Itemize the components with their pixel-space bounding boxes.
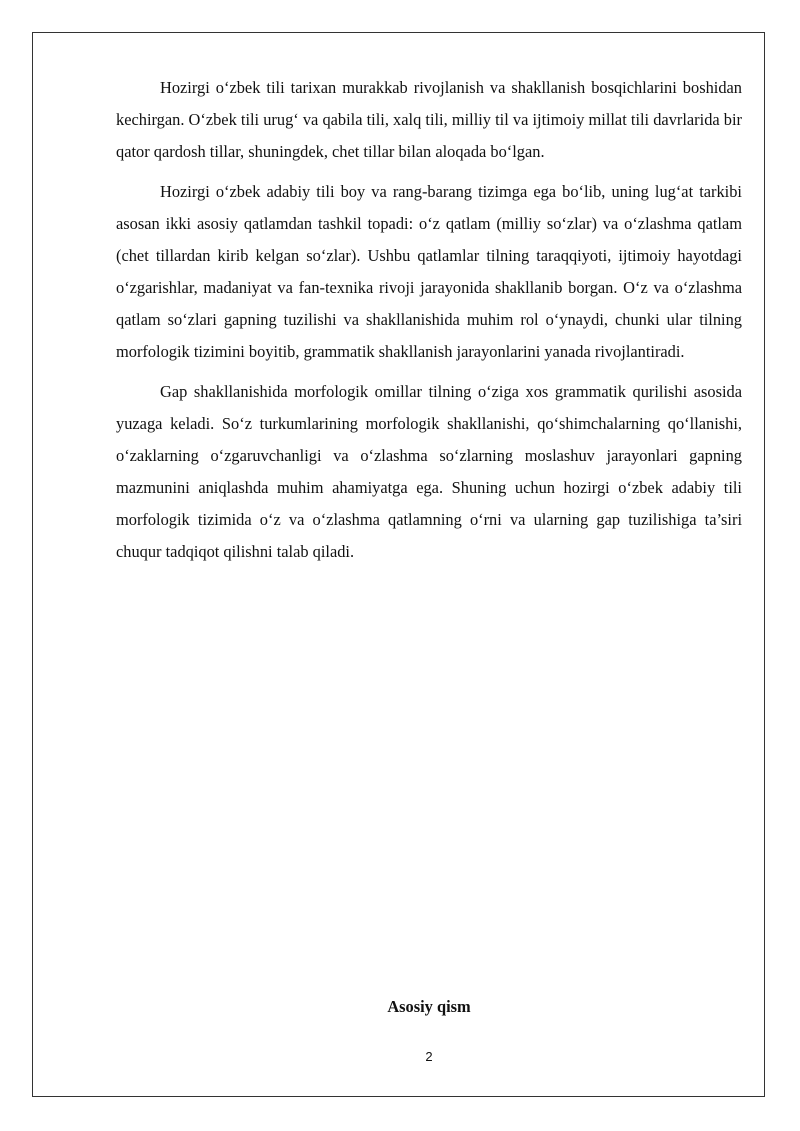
page-number: 2 [425,1049,433,1064]
document-body [116,72,742,576]
section-heading: Asosiy qism [387,997,471,1016]
paragraph: Hozirgi o‘zbek tili tarixan murakkab rivojlanish va shakllanish bosqichlarini boshidan kechirgan. O‘zbek tili urug‘ va qabila tili, xalq tili, milliy til va ijtimoiy millat tili davrlarida bir qator qardosh tillar, shuningdek, chet tillar bilan aloqada bo‘lgan. [116,78,742,161]
paragraph: Hozirgi o‘zbek adabiy tili boy va rang-barang tizimga ega bo‘lib, uning lug‘at tarkibi asosan ikki asosiy qatlamdan tashkil topadi: o‘z qatlam (milliy so‘zlar) va o‘zlashma qatlam (chet tillardan kirib kelgan so‘zlar). Ushbu qatlamlar tilning taraqqiyoti, ijtimoiy hayotdagi o‘zgarishlar, madaniyat va fan-texnika rivoji jarayonida shakllanib borgan. O‘z va o‘zlashma qatlam so‘zlari gapning tuzilishi va shakllanishida muhim rol o‘ynaydi, chunki ular tilning morfologik tizimini boyitib, grammatik shakllanish jarayonlarini yanada rivojlantiradi. [116,182,742,361]
paragraph: Gap shakllanishida morfologik omillar tilning o‘ziga xos grammatik qurilishi asosida yuzaga keladi. So‘z turkumlarining morfologik shakllanishi, qo‘shimchalarning qo‘llanishi, o‘zaklarning o‘zgaruvchanligi va o‘zlashma so‘zlarning moslashuv jarayonlari gapning mazmunini aniqlashda muhim ahamiyatga ega. Shuning uchun hozirgi o‘zbek adabiy tili morfologik tizimida o‘z va o‘zlashma qatlamning o‘rni va ularning gap tuzilishiga ta’siri chuqur tadqiqot qilishni talab qiladi. [116,382,742,561]
